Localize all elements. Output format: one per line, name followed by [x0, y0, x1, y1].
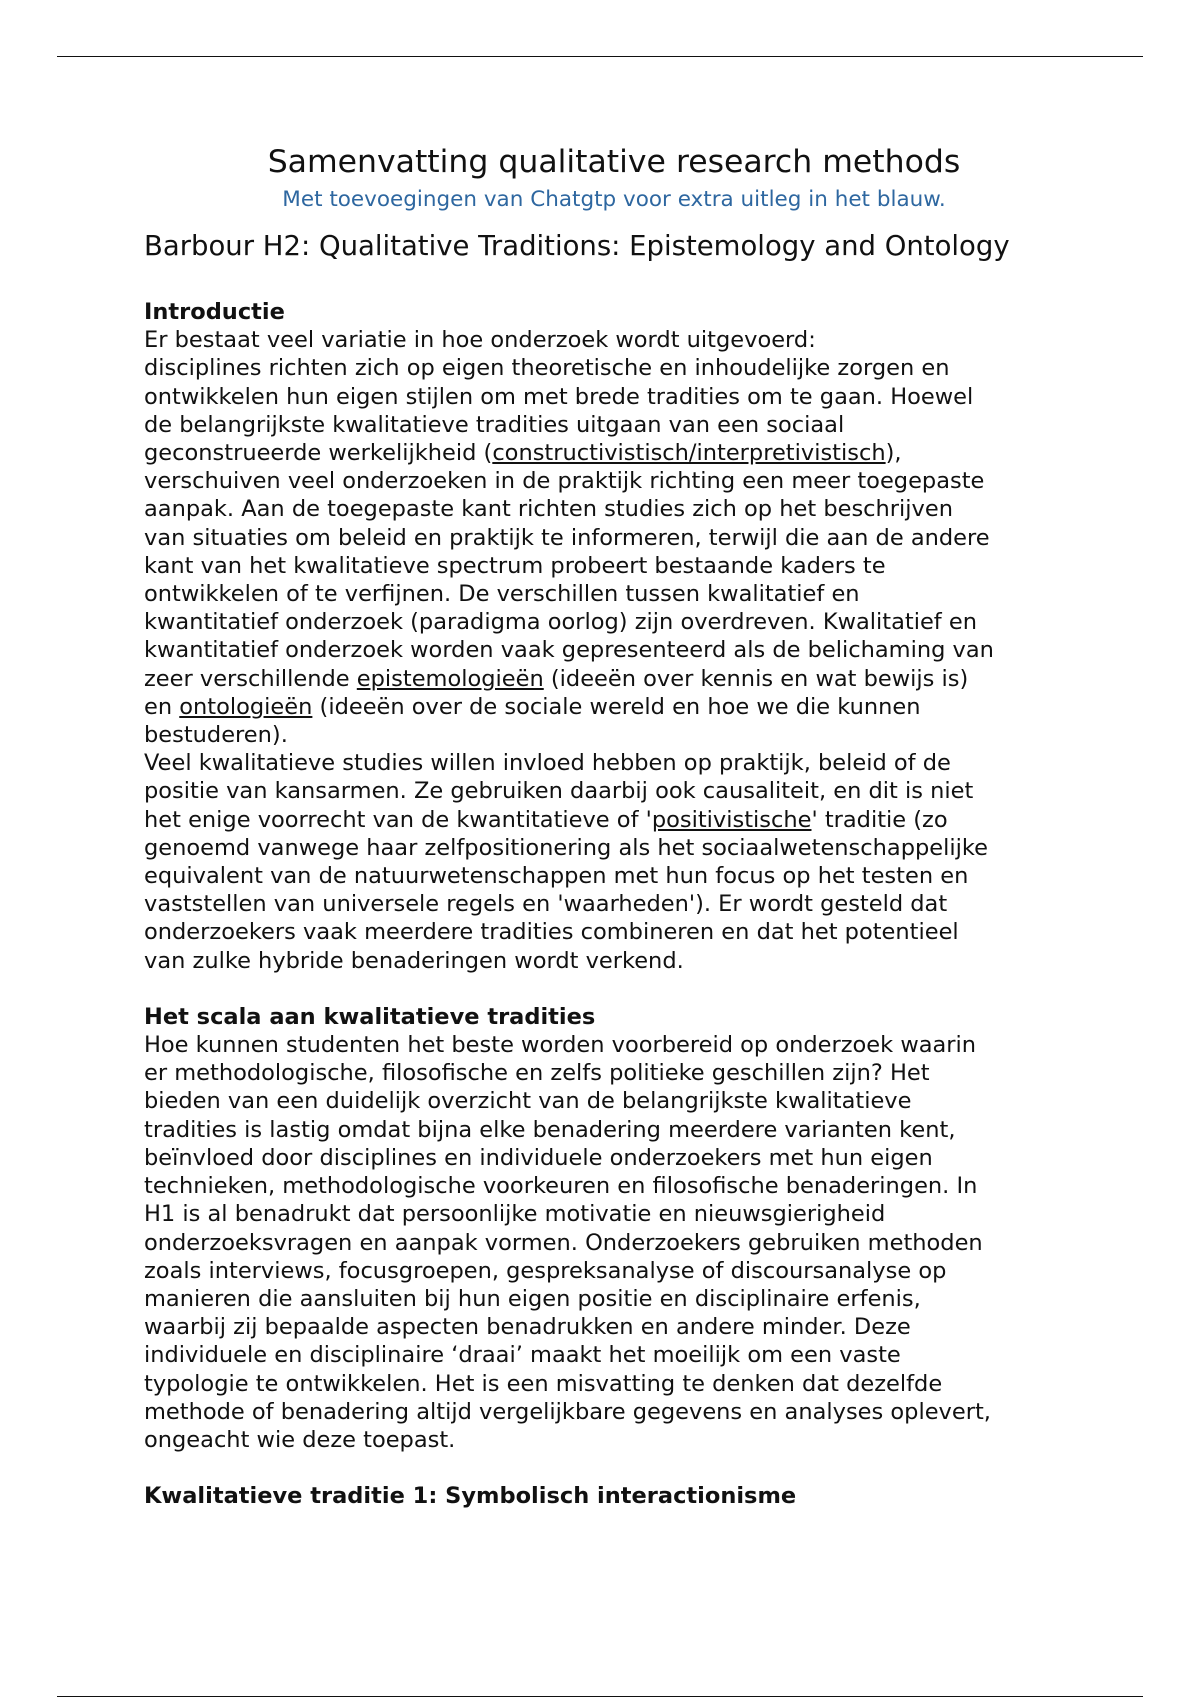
chapter-heading: Barbour H2: Qualitative Traditions: Epistemology and Ontology — [144, 230, 1010, 262]
section-heading-traditie-1: Kwalitatieve traditie 1: Symbolisch interactionisme — [144, 1483, 797, 1510]
term-constructivistisch: constructivistisch/interpretivistisch — [492, 440, 886, 467]
intro-paragraph-2 — [144, 749, 1084, 975]
document-title: Samenvatting qualitative research methods — [267, 144, 961, 180]
intro-text: Veel kwalitatieve studies willen invloed hebben op praktijk, beleid of de positie van kansarmen. Ze gebruiken daarbij ook causaliteit, en dit is niet het enige voorrecht van de kwantitatieve of ' — [144, 750, 974, 833]
intro-text: Er bestaat veel variatie in hoe onderzoek wordt uitgevoerd: disciplines richten zich op eigen theoretische en inhoudelijke zorgen en ontwikkelen hun eigen stijlen om met brede tradities om te gaan. Hoewel de belangrijkste kwalitatieve tradities uitgaan van een sociaal geconstrueerde werkelijkheid ( — [144, 327, 974, 467]
intro-text: (ideeën over kennis en wat bewijs is) en — [144, 665, 969, 720]
term-positivistische: positivistische — [651, 806, 812, 833]
term-epistemologieen: epistemologieën — [356, 665, 544, 692]
intro-paragraph-1 — [144, 326, 1084, 749]
document-page — [144, 138, 1084, 1510]
intro-text: (ideeën over de sociale wereld en hoe we die kunnen bestuderen). — [144, 693, 921, 749]
intro-text: ' traditie (zo genoemd vanwege haar zelfpositionering als het sociaalwetenschappelijke equivalent van de natuurwetenschappen met hun focus op het testen en vaststellen van universele regels en 'waarheden'). Er wordt gesteld dat onderzoekers vaak meerdere tradities combineren en dat het potentieel van zulke hybride benaderingen wordt verkend. — [144, 806, 988, 974]
document-subtitle: Met toevoegingen van Chatgtp voor extra uitleg in het blauw. — [282, 187, 946, 212]
footer-rule — [57, 1696, 1143, 1697]
term-ontologieen: ontologieën — [179, 693, 313, 720]
section-heading-scala: Het scala aan kwalitatieve tradities — [144, 1003, 596, 1030]
intro-text: ), verschuiven veel onderzoeken in de praktijk richting een meer toegepaste aanpak. Aan de toegepaste kant richten studies zich op het beschrijven van situaties om beleid en praktijk te informeren, terwijl die aan de andere kant van het kwalitatieve spectrum probeert bestaande kaders te ontwikkelen of te verfijnen. De verschillen tussen kwalitatief en kwantitatief onderzoek (paradigma oorlog) zijn overdreven. Kwalitatief en kwantitatief onderzoek worden vaak gepresenteerd als de belichaming van zeer verschillende — [144, 440, 994, 692]
range-paragraph: Hoe kunnen studenten het beste worden voorbereid op onderzoek waarin er methodologische, filosofische en zelfs politieke geschillen zijn? Het bieden van een duidelijk overzicht van de belangrijkste kwalitatieve tradities is lastig omdat bijna elke benadering meerdere varianten kent, beïnvloed door disciplines en individuele onderzoekers met hun eigen technieken, methodologische voorkeuren en filosofische benaderingen. In H1 is al benadrukt dat persoonlijke motivatie en nieuwsgierigheid onderzoeksvragen en aanpak vormen. Onderzoekers gebruiken methoden zoals interviews, focusgroepen, gespreksanalyse of discoursanalyse op manieren die aansluiten bij hun eigen positie en disciplinaire erfenis, waarbij zij bepaalde aspecten benadrukken en andere minder. Deze individuele en disciplinaire ‘draai’ maakt het moeilijk om een vaste typologie te ontwikkelen. Het is een misvatting te denken dat dezelfde methode of benadering altijd vergelijkbare gegevens en analyses oplevert, ongeacht wie deze toepast. — [144, 1032, 991, 1453]
header-rule — [57, 56, 1143, 57]
section-heading-introductie: Introductie — [144, 299, 285, 325]
